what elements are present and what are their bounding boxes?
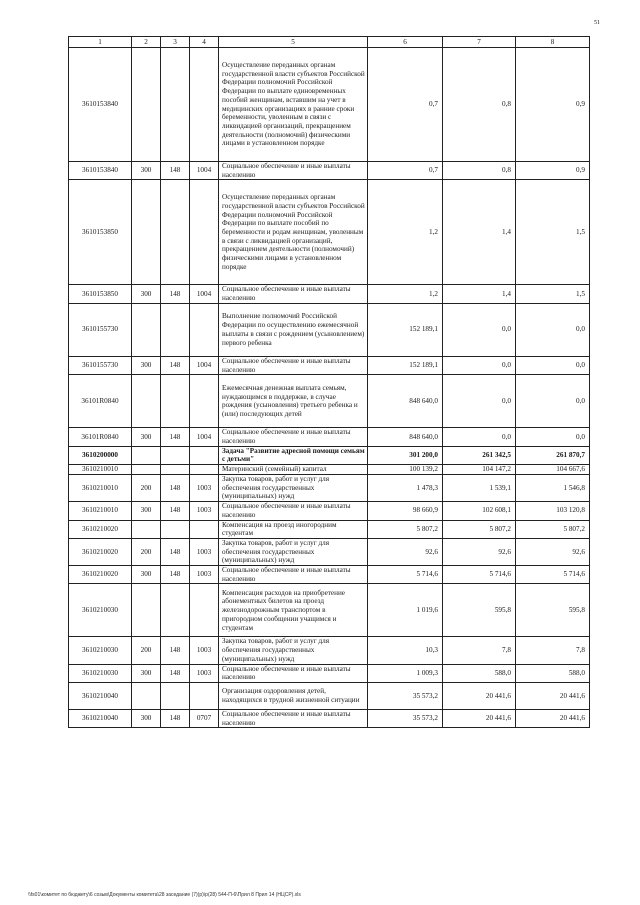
program-code-cell: 3610210030 — [69, 664, 132, 682]
amount-year2-cell: 1,4 — [443, 180, 516, 285]
file-path-footer: \\fs01\комитет по бюджету\6 созыв\Документы комитета\28 заседание (7)(р)\р(28) 544-П-6\Прил 8 Прил 14 (НЦСР).xls — [28, 892, 301, 898]
program-code-cell: 3610210040 — [69, 682, 132, 709]
program-code-cell: 3610210010 — [69, 502, 132, 520]
amount-year1-cell: 1 019,6 — [368, 584, 443, 637]
table-body — [69, 48, 590, 728]
expense-type-cell: 200 — [132, 538, 161, 565]
column-header: 7 — [443, 37, 516, 48]
department-cell: 148 — [161, 475, 190, 502]
expense-type-cell: 200 — [132, 475, 161, 502]
column-header: 1 — [69, 37, 132, 48]
department-cell: 148 — [161, 566, 190, 584]
expense-type-cell — [132, 303, 161, 356]
table-row — [69, 428, 590, 446]
amount-year1-cell: 301 200,0 — [368, 446, 443, 464]
table-row — [69, 502, 590, 520]
table-row — [69, 475, 590, 502]
department-cell: 148 — [161, 538, 190, 565]
section-cell — [190, 682, 219, 709]
section-cell — [190, 465, 219, 475]
department-cell: 148 — [161, 664, 190, 682]
description-cell: Социальное обеспечение и иные выплаты населению — [219, 162, 368, 180]
amount-year3-cell: 0,0 — [516, 356, 590, 374]
program-code-cell: 36101R0840 — [69, 375, 132, 428]
section-cell: 1003 — [190, 538, 219, 565]
amount-year3-cell: 20 441,6 — [516, 682, 590, 709]
description-cell: Осуществление переданных органам государственной власти субъектов Российской Федерации полномочий Российской Федерации по выплате единовременных пособий женщинам, вставшим на учет в медицинских организациях в ранние сроки беременности, уволенным в связи с ликвидацией организаций, прекращением деятельности (полномочий) физическими лицами в установленном порядке — [219, 48, 368, 162]
program-code-cell: 3610153840 — [69, 48, 132, 162]
table-row — [69, 465, 590, 475]
amount-year3-cell: 92,6 — [516, 538, 590, 565]
description-cell: Социальное обеспечение и иные выплаты населению — [219, 356, 368, 374]
section-cell: 1004 — [190, 428, 219, 446]
department-cell — [161, 520, 190, 538]
department-cell — [161, 682, 190, 709]
expense-type-cell: 300 — [132, 664, 161, 682]
expense-type-cell: 300 — [132, 162, 161, 180]
table-row — [69, 356, 590, 374]
program-code-cell: 3610155730 — [69, 303, 132, 356]
table-row — [69, 566, 590, 584]
amount-year2-cell: 5 807,2 — [443, 520, 516, 538]
amount-year2-cell: 595,8 — [443, 584, 516, 637]
amount-year2-cell: 1 539,1 — [443, 475, 516, 502]
program-code-cell: 3610200000 — [69, 446, 132, 464]
description-cell: Социальное обеспечение и иные выплаты населению — [219, 566, 368, 584]
amount-year2-cell: 5 714,6 — [443, 566, 516, 584]
table-header-row — [69, 37, 590, 48]
amount-year3-cell: 0,0 — [516, 428, 590, 446]
table-row — [69, 682, 590, 709]
table-row — [69, 303, 590, 356]
column-header: 5 — [219, 37, 368, 48]
program-code-cell: 3610210030 — [69, 637, 132, 664]
expense-type-cell: 200 — [132, 637, 161, 664]
section-cell: 1003 — [190, 637, 219, 664]
program-code-cell: 3610210020 — [69, 520, 132, 538]
expense-type-cell: 300 — [132, 502, 161, 520]
amount-year2-cell: 102 608,1 — [443, 502, 516, 520]
department-cell — [161, 48, 190, 162]
table-row — [69, 162, 590, 180]
amount-year2-cell: 0,8 — [443, 48, 516, 162]
description-cell: Закупка товаров, работ и услуг для обеспечения государственных (муниципальных) нужд — [219, 637, 368, 664]
program-code-cell: 3610210010 — [69, 475, 132, 502]
department-cell: 148 — [161, 502, 190, 520]
department-cell: 148 — [161, 285, 190, 303]
column-header: 3 — [161, 37, 190, 48]
table-row — [69, 446, 590, 464]
department-cell — [161, 465, 190, 475]
table-row — [69, 637, 590, 664]
amount-year1-cell: 0,7 — [368, 162, 443, 180]
amount-year3-cell: 1,5 — [516, 285, 590, 303]
amount-year2-cell: 20 441,6 — [443, 709, 516, 727]
expense-type-cell — [132, 465, 161, 475]
section-cell: 1004 — [190, 285, 219, 303]
expense-type-cell: 300 — [132, 709, 161, 727]
amount-year2-cell: 0,0 — [443, 428, 516, 446]
amount-year2-cell: 1,4 — [443, 285, 516, 303]
expense-type-cell — [132, 375, 161, 428]
program-code-cell: 3610155730 — [69, 356, 132, 374]
section-cell — [190, 446, 219, 464]
amount-year3-cell: 1,5 — [516, 180, 590, 285]
expense-type-cell — [132, 520, 161, 538]
amount-year1-cell: 152 189,1 — [368, 356, 443, 374]
program-code-cell: 3610210010 — [69, 465, 132, 475]
amount-year1-cell: 1 009,3 — [368, 664, 443, 682]
amount-year3-cell: 20 441,6 — [516, 709, 590, 727]
department-cell — [161, 584, 190, 637]
expense-type-cell — [132, 446, 161, 464]
description-cell: Выполнение полномочий Российской Федерации по осуществлению ежемесячной выплаты в связи с рождением (усыновлением) первого ребенка — [219, 303, 368, 356]
amount-year3-cell: 0,9 — [516, 162, 590, 180]
amount-year2-cell: 0,8 — [443, 162, 516, 180]
program-code-cell: 3610153850 — [69, 180, 132, 285]
section-cell — [190, 584, 219, 637]
table-row — [69, 375, 590, 428]
amount-year1-cell: 1,2 — [368, 285, 443, 303]
section-cell: 1003 — [190, 502, 219, 520]
description-cell: Закупка товаров, работ и услуг для обеспечения государственных (муниципальных) нужд — [219, 475, 368, 502]
program-code-cell: 3610153850 — [69, 285, 132, 303]
section-cell: 1003 — [190, 566, 219, 584]
column-header: 8 — [516, 37, 590, 48]
amount-year1-cell: 1,2 — [368, 180, 443, 285]
amount-year2-cell: 104 147,2 — [443, 465, 516, 475]
department-cell: 148 — [161, 709, 190, 727]
program-code-cell: 3610210020 — [69, 538, 132, 565]
table-row — [69, 584, 590, 637]
amount-year3-cell: 103 120,8 — [516, 502, 590, 520]
table-row — [69, 709, 590, 727]
description-cell: Социальное обеспечение и иные выплаты населению — [219, 428, 368, 446]
expense-type-cell: 300 — [132, 356, 161, 374]
description-cell: Закупка товаров, работ и услуг для обеспечения государственных (муниципальных) нужд — [219, 538, 368, 565]
amount-year2-cell: 7,8 — [443, 637, 516, 664]
expense-type-cell — [132, 584, 161, 637]
amount-year3-cell: 5 807,2 — [516, 520, 590, 538]
amount-year3-cell: 5 714,6 — [516, 566, 590, 584]
amount-year1-cell: 35 573,2 — [368, 682, 443, 709]
description-cell: Осуществление переданных органам государственной власти субъектов Российской Федерации полномочий Российской Федерации по выплате пособий по беременности и родам женщинам, уволенным в связи с ликвидацией организаций, прекращением деятельности (полномочий) физическими лицами в установленном порядке — [219, 180, 368, 285]
department-cell — [161, 375, 190, 428]
department-cell: 148 — [161, 162, 190, 180]
expense-type-cell — [132, 180, 161, 285]
section-cell — [190, 48, 219, 162]
amount-year3-cell: 0,9 — [516, 48, 590, 162]
column-header: 6 — [368, 37, 443, 48]
description-cell: Компенсация расходов на приобретение абонементных билетов на проезд железнодорожным транспортом в пригородном сообщении учащимся и студентам — [219, 584, 368, 637]
amount-year2-cell: 0,0 — [443, 303, 516, 356]
amount-year3-cell: 104 667,6 — [516, 465, 590, 475]
amount-year3-cell: 588,0 — [516, 664, 590, 682]
amount-year1-cell: 0,7 — [368, 48, 443, 162]
program-code-cell: 3610210030 — [69, 584, 132, 637]
program-code-cell: 3610210020 — [69, 566, 132, 584]
amount-year3-cell: 7,8 — [516, 637, 590, 664]
expense-type-cell: 300 — [132, 428, 161, 446]
program-code-cell: 36101R0840 — [69, 428, 132, 446]
section-cell: 1004 — [190, 162, 219, 180]
table-row — [69, 520, 590, 538]
amount-year1-cell: 35 573,2 — [368, 709, 443, 727]
expense-type-cell: 300 — [132, 566, 161, 584]
amount-year1-cell: 1 478,3 — [368, 475, 443, 502]
table-row — [69, 180, 590, 285]
expense-type-cell — [132, 682, 161, 709]
amount-year3-cell: 595,8 — [516, 584, 590, 637]
program-code-cell: 3610153840 — [69, 162, 132, 180]
amount-year2-cell: 0,0 — [443, 375, 516, 428]
department-cell: 148 — [161, 356, 190, 374]
page-number: 51 — [594, 20, 600, 26]
amount-year1-cell: 10,3 — [368, 637, 443, 664]
table-row — [69, 285, 590, 303]
amount-year3-cell: 0,0 — [516, 303, 590, 356]
table-row — [69, 664, 590, 682]
department-cell: 148 — [161, 637, 190, 664]
amount-year1-cell: 98 660,9 — [368, 502, 443, 520]
amount-year1-cell: 100 139,2 — [368, 465, 443, 475]
section-cell — [190, 180, 219, 285]
description-cell: Социальное обеспечение и иные выплаты населению — [219, 285, 368, 303]
description-cell: Организация оздоровления детей, находящихся в трудной жизненной ситуации — [219, 682, 368, 709]
expense-type-cell — [132, 48, 161, 162]
section-cell: 1003 — [190, 664, 219, 682]
section-cell — [190, 520, 219, 538]
description-cell: Социальное обеспечение и иные выплаты населению — [219, 502, 368, 520]
description-cell: Социальное обеспечение и иные выплаты населению — [219, 709, 368, 727]
amount-year1-cell: 92,6 — [368, 538, 443, 565]
department-cell — [161, 180, 190, 285]
amount-year1-cell: 848 640,0 — [368, 375, 443, 428]
amount-year2-cell: 20 441,6 — [443, 682, 516, 709]
amount-year3-cell: 1 546,8 — [516, 475, 590, 502]
description-cell: Социальное обеспечение и иные выплаты населению — [219, 664, 368, 682]
section-cell: 1003 — [190, 475, 219, 502]
column-header: 4 — [190, 37, 219, 48]
program-code-cell: 3610210040 — [69, 709, 132, 727]
amount-year1-cell: 152 189,1 — [368, 303, 443, 356]
amount-year1-cell: 5 807,2 — [368, 520, 443, 538]
column-header: 2 — [132, 37, 161, 48]
department-cell — [161, 303, 190, 356]
section-cell: 1004 — [190, 356, 219, 374]
section-cell: 0707 — [190, 709, 219, 727]
budget-table — [68, 36, 590, 728]
amount-year3-cell: 0,0 — [516, 375, 590, 428]
department-cell: 148 — [161, 428, 190, 446]
department-cell — [161, 446, 190, 464]
expense-type-cell: 300 — [132, 285, 161, 303]
amount-year1-cell: 5 714,6 — [368, 566, 443, 584]
description-cell: Ежемесячная денежная выплата семьям, нуждающимся в поддержке, в случае рождения (усыновления) третьего ребенка и (или) последующих детей — [219, 375, 368, 428]
description-cell: Материнский (семейный) капитал — [219, 465, 368, 475]
description-cell: Задача "Развитие адресной помощи семьям с детьми" — [219, 446, 368, 464]
table-row — [69, 48, 590, 162]
amount-year2-cell: 261 342,5 — [443, 446, 516, 464]
amount-year2-cell: 0,0 — [443, 356, 516, 374]
table-row — [69, 538, 590, 565]
amount-year2-cell: 92,6 — [443, 538, 516, 565]
description-cell: Компенсация на проезд иногородним студентам — [219, 520, 368, 538]
amount-year2-cell: 588,0 — [443, 664, 516, 682]
amount-year3-cell: 261 870,7 — [516, 446, 590, 464]
amount-year1-cell: 848 640,0 — [368, 428, 443, 446]
section-cell — [190, 303, 219, 356]
section-cell — [190, 375, 219, 428]
